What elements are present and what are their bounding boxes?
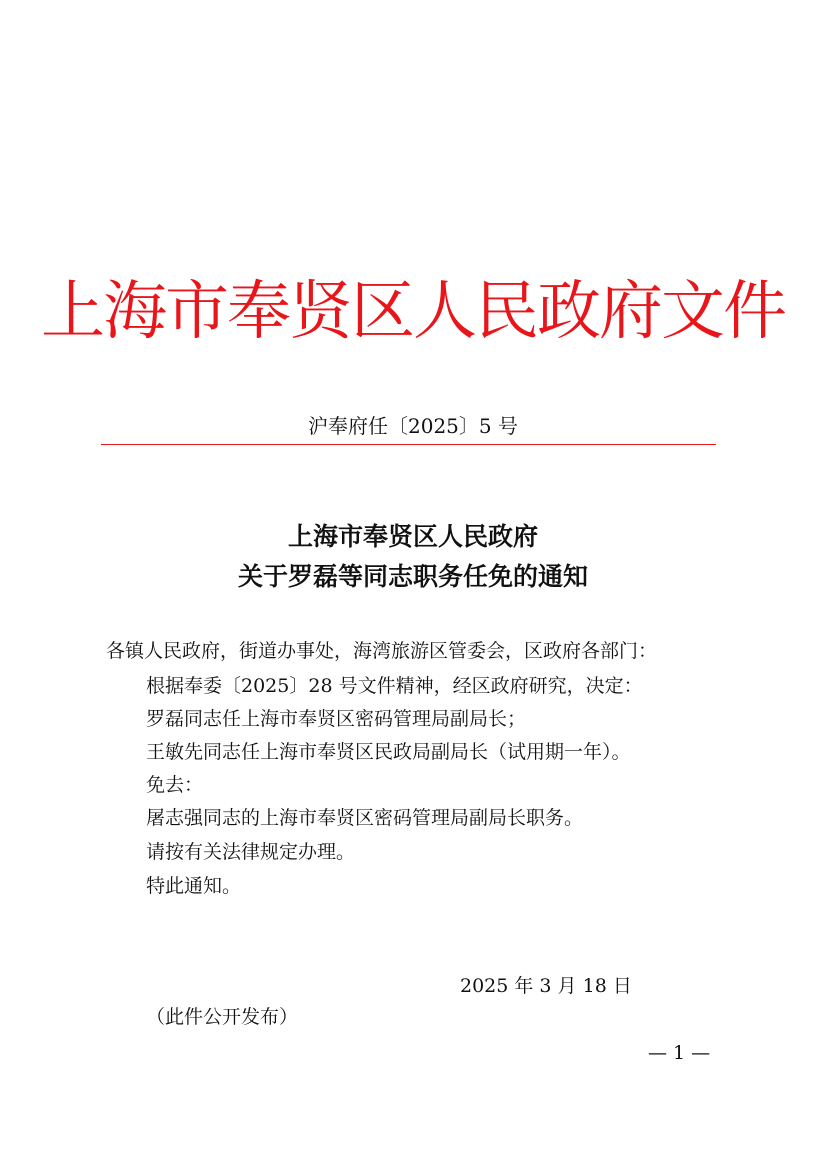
document-number: 沪奉府任〔2025〕5 号 (308, 414, 518, 438)
body-paragraph: 屠志强同志的上海市奉贤区密码管理局副局长职务。 (146, 807, 584, 829)
publication-note: （此件公开发布） (146, 1006, 299, 1028)
page-number: — 1 — (648, 1042, 711, 1064)
issuer-title: 上海市奉贤区人民政府文件 (41, 275, 785, 349)
body-paragraph: 罗磊同志任上海市奉贤区密码管理局副局长； (146, 708, 527, 730)
issue-date: 2025 年 3 月 18 日 (460, 975, 632, 997)
body-paragraph: 特此通知。 (146, 875, 242, 897)
header-divider (101, 444, 716, 445)
notice-title-line-2: 关于罗磊等同志职务任免的通知 (237, 562, 588, 591)
addressee: 各镇人民政府，街道办事处，海湾旅游区管委会，区政府各部门： (106, 640, 658, 662)
body-paragraph: 根据奉委〔2025〕28 号文件精神，经区政府研究，决定： (146, 675, 643, 697)
body-paragraph: 免去： (146, 774, 204, 796)
notice-title-line-1: 上海市奉贤区人民政府 (287, 522, 538, 551)
body-paragraph: 王敏先同志任上海市奉贤区民政局副局长（试用期一年）。 (146, 741, 631, 763)
body-paragraph: 请按有关法律规定办理。 (146, 841, 356, 863)
